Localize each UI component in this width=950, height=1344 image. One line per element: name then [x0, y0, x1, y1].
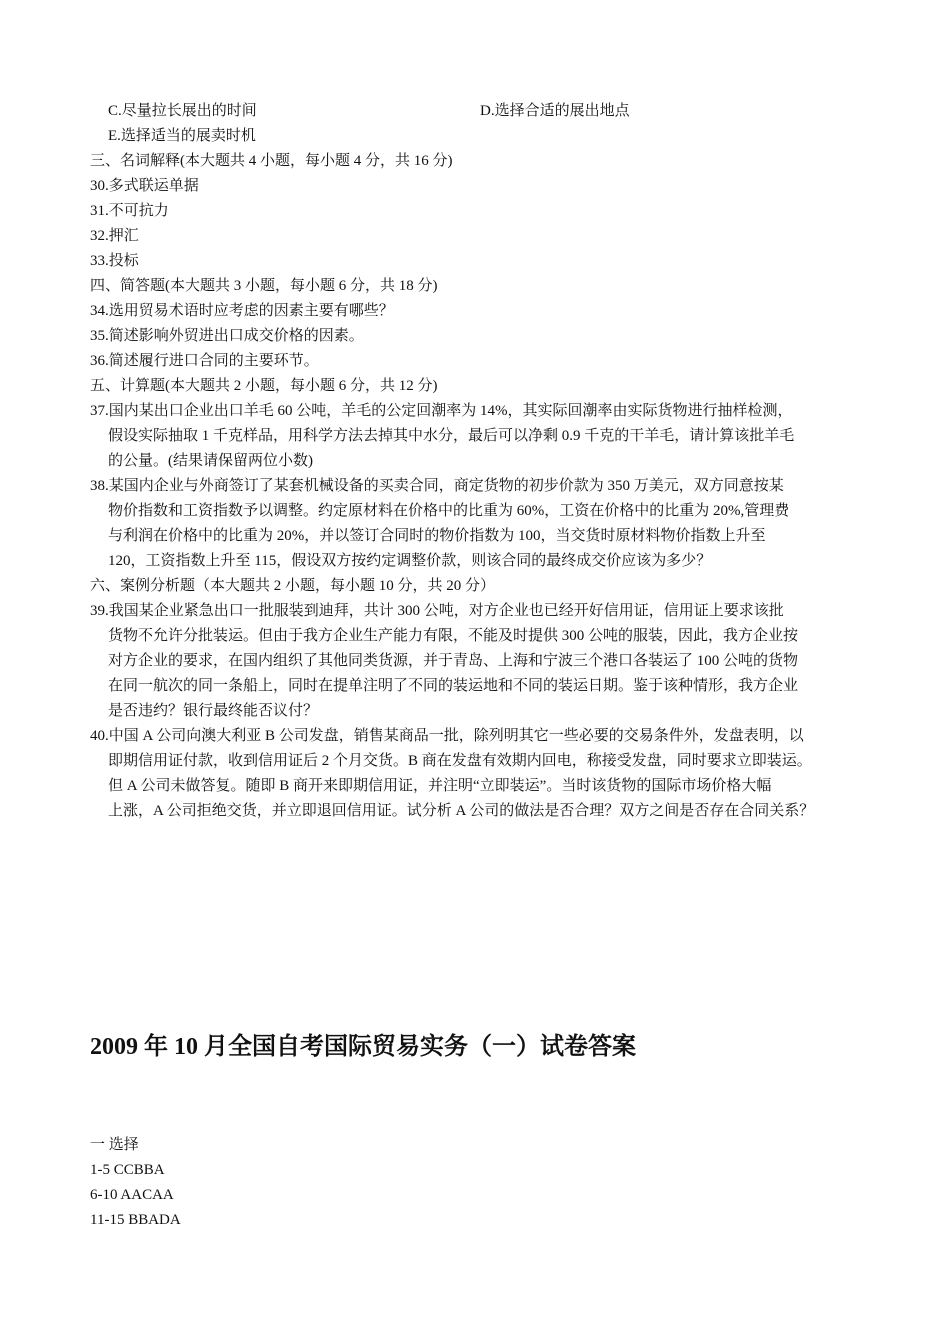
question-39-line-4: 在同一航次的同一条船上，同时在提单注明了不同的装运地和不同的装运日期。鉴于该种情形，我方企业 [108, 678, 799, 694]
section-3-header: 三、名词解释(本大题共 4 小题，每小题 4 分，共 16 分) [90, 153, 453, 169]
option-d: D.选择合适的展出地点 [480, 103, 630, 119]
question-38-line-2: 物价指数和工资指数予以调整。约定原材料在价格中的比重为 60%，工资在价格中的比重为 20%,管理费 [108, 503, 790, 519]
section-4-header: 四、简答题(本大题共 3 小题，每小题 6 分，共 18 分) [90, 278, 438, 294]
question-37-line-2: 假设实际抽取 1 千克样品，用科学方法去掉其中水分，最后可以净剩 0.9 千克的干羊毛，请计算该批羊毛 [108, 428, 795, 444]
question-39-line-5: 是否违约？银行最终能否议付？ [108, 703, 319, 719]
question-32: 32.押汇 [90, 228, 139, 244]
question-31: 31.不可抗力 [90, 203, 169, 219]
question-37-line-1: 37.国内某出口企业出口羊毛 60 公吨，羊毛的公定回潮率为 14%，其实际回潮率由实际货物进行抽样检测， [90, 403, 793, 419]
question-38-line-4: 120，工资指数上升至 115，假设双方按约定调整价款，则该合同的最终成交价应该为多少？ [108, 553, 712, 569]
question-39-line-3: 对方企业的要求，在国内组织了其他同类货源，并于青岛、上海和宁波三个港口各装运了 100 公吨的货物 [108, 653, 799, 669]
question-37-line-3: 的公量。(结果请保留两位小数) [108, 453, 313, 469]
answers-title: 2009 年 10 月全国自考国际贸易实务（一）试卷答案 [90, 1034, 636, 1060]
question-39-line-1: 39.我国某企业紧急出口一批服装到迪拜，共计 300 公吨，对方企业也已经开好信用证，信用证上要求该批 [90, 603, 784, 619]
option-c: C.尽量拉长展出的时间 [108, 103, 257, 119]
answer-row: 6-10 AACAA [90, 1187, 174, 1203]
section-6-header: 六、案例分析题（本大题共 2 小题，每小题 10 分，共 20 分） [90, 578, 496, 594]
question-30: 30.多式联运单据 [90, 178, 199, 194]
question-40-line-2: 即期信用证付款，收到信用证后 2 个月交货。B 商在发盘有效期内回电，称接受发盘，同时要求立即装运。 [108, 753, 812, 769]
section-5-header: 五、计算题(本大题共 2 小题，每小题 6 分，共 12 分) [90, 378, 438, 394]
question-38-line-3: 与利润在价格中的比重为 20%，并以签订合同时的物价指数为 100，当交货时原材料物价指数上升至 [108, 528, 766, 544]
question-40-line-3: 但 A 公司未做答复。随即 B 商开来即期信用证，并注明“立即装运”。当时该货物的国际市场价格大幅 [108, 778, 772, 794]
answer-row: 11-15 BBADA [90, 1212, 181, 1228]
question-39-line-2: 货物不允许分批装运。但由于我方企业生产能力有限，不能及时提供 300 公吨的服装，因此，我方企业按 [108, 628, 799, 644]
answer-row: 1-5 CCBBA [90, 1162, 165, 1178]
question-40-line-4: 上涨，A 公司拒绝交货，并立即退回信用证。试分析 A 公司的做法是否合理？双方之间是否存在合同关系？ [108, 803, 815, 819]
question-38-line-1: 38.某国内企业与外商签订了某套机械设备的买卖合同，商定货物的初步价款为 350 万美元，双方同意按某 [90, 478, 784, 494]
question-34: 34.选用贸易术语时应考虑的因素主要有哪些？ [90, 303, 394, 319]
question-35: 35.简述影响外贸进出口成交价格的因素。 [90, 328, 364, 344]
question-33: 33.投标 [90, 253, 139, 269]
question-36: 36.简述履行进口合同的主要环节。 [90, 353, 319, 369]
question-40-line-1: 40.中国 A 公司向澳大利亚 B 公司发盘，销售某商品一批，除列明其它一些必要的交易条件外，发盘表明，以 [90, 728, 804, 744]
answers-section-label: 一 选择 [90, 1137, 139, 1153]
option-e: E.选择适当的展卖时机 [108, 128, 256, 144]
